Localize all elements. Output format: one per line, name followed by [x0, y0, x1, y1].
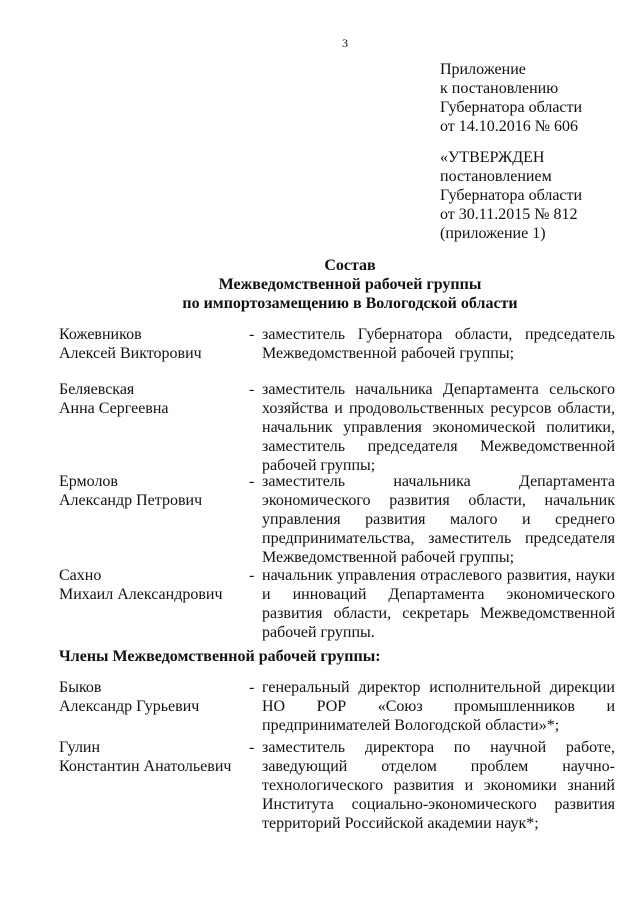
member-name: [59, 472, 202, 510]
appendix-note: [440, 60, 582, 136]
entry-dash: -: [249, 473, 255, 490]
member-name: [59, 325, 202, 363]
entry-dash: -: [249, 679, 255, 696]
member-surname: Беляевская: [59, 381, 135, 398]
member-position: заместитель начальника Департамента сельского хозяйства и продовольственных ресурсов области, начальник управления экономической политики, заместитель председателя Межведомственной рабочей группы;: [262, 381, 615, 474]
member-given-name: Константин Анатольевич: [59, 758, 232, 775]
member-position: заместитель директора по научной работе, заведующий отделом проблем научно-технологического развития и экономики знаний Института социально-экономического развития территорий Российской академии наук*;: [262, 739, 615, 832]
member-surname: Сахно: [59, 567, 102, 584]
title-line: Межведомственной рабочей группы: [218, 276, 482, 293]
member-given-name: Александр Гурьевич: [59, 698, 200, 715]
document-title: [0, 256, 640, 313]
entry-dash: -: [249, 739, 255, 756]
member-name: [59, 738, 231, 776]
member-position: заместитель начальника Департамента экономического развития области, начальник управления развития малого и среднего предпринимательства, заместитель председателя Межведомственной рабочей группы;: [262, 473, 615, 566]
appendix-line: к постановлению: [440, 80, 559, 97]
approved-line: постановлением: [440, 168, 552, 185]
member-name: [59, 566, 223, 604]
member-given-name: Алексей Викторович: [59, 345, 202, 362]
approved-line: от 30.11.2015 № 812: [440, 206, 578, 223]
member-position: заместитель Губернатора области, председатель Межведомственной рабочей группы;: [262, 326, 615, 362]
member-surname: Кожевников: [59, 326, 142, 343]
entry-dash: -: [249, 381, 255, 398]
appendix-line: Губернатора области: [440, 99, 583, 116]
member-position: начальник управления отраслевого развития, науки и инноваций Департамента экономического развития области, секретарь Межведомственной рабочей группы.: [262, 567, 615, 641]
title-line: по импортозамещению в Вологодской области: [182, 295, 518, 312]
title-line: Состав: [324, 257, 376, 274]
approved-note: [440, 148, 582, 243]
page-number: 3: [342, 36, 348, 50]
appendix-line: Приложение: [440, 61, 526, 78]
member-surname: Гулин: [59, 739, 101, 756]
appendix-line: от 14.10.2016 № 606: [440, 118, 579, 135]
member-name: [59, 678, 199, 716]
member-surname: Ермолов: [59, 473, 118, 490]
approved-line: (приложение 1): [440, 225, 546, 242]
entry-dash: -: [249, 326, 255, 343]
member-given-name: Михаил Александрович: [59, 586, 223, 603]
member-position: генеральный директор исполнительной дирекции НО РОР «Союз промышленников и предпринимателей Вологодской области»*;: [262, 679, 615, 734]
member-name: [59, 380, 169, 418]
approved-line: «УТВЕРЖДЕН: [440, 149, 545, 166]
member-surname: Быков: [59, 679, 102, 696]
member-given-name: Анна Сергеевна: [59, 400, 169, 417]
approved-line: Губернатора области: [440, 187, 583, 204]
entry-dash: -: [249, 567, 255, 584]
members-heading: Члены Межведомственной рабочей группы:: [59, 648, 381, 665]
member-given-name: Александр Петрович: [59, 492, 203, 509]
